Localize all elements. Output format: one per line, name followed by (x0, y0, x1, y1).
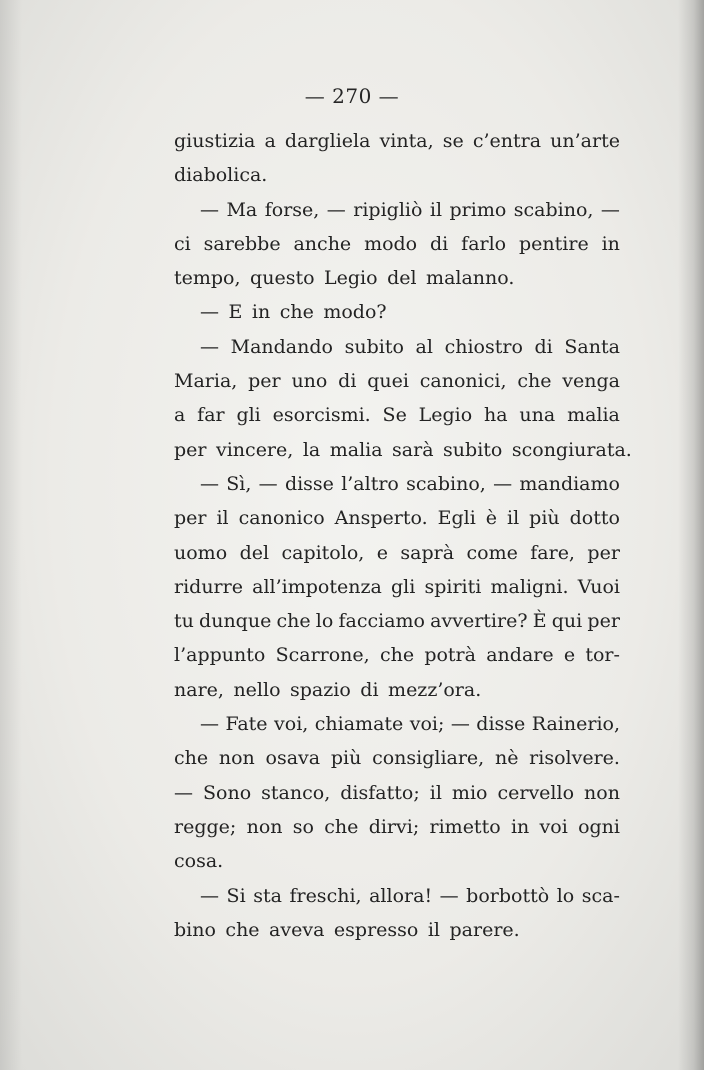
body-text (174, 124, 632, 947)
word: uno (291, 370, 328, 393)
word: saprà (400, 541, 455, 564)
word: giustizia (174, 130, 256, 152)
word: osava (265, 747, 321, 770)
word: sarebbe (203, 232, 281, 255)
word: Sono (203, 781, 252, 804)
word: — (200, 335, 219, 358)
word: disse (476, 713, 526, 736)
word: ha (484, 404, 508, 427)
word: non (246, 815, 283, 838)
word: espresso (333, 918, 419, 941)
word: che (174, 747, 209, 770)
word: — (174, 781, 193, 804)
word: quei (367, 370, 409, 393)
word: per (248, 370, 281, 393)
word: pentire (519, 232, 589, 255)
text-line (174, 398, 620, 432)
word: che (517, 370, 552, 393)
word: mezz’ora. (388, 678, 482, 701)
word: freschi, (289, 884, 362, 907)
word: — (200, 884, 219, 907)
word: voi (539, 815, 568, 838)
word: non (218, 747, 255, 770)
word: un’arte (550, 130, 620, 152)
word: Fate (225, 713, 268, 736)
word: avvertire? (430, 610, 528, 633)
word: spiriti (424, 575, 482, 598)
word: in (251, 301, 271, 324)
word: — (450, 713, 470, 736)
word: il (427, 918, 441, 941)
text-line (174, 467, 620, 501)
word: malanno. (426, 267, 515, 290)
text-line (174, 501, 620, 535)
word: il (216, 507, 229, 530)
word: voi, (274, 713, 309, 736)
word: so (292, 815, 314, 838)
text-line (174, 570, 620, 604)
word: Rainerio, (531, 713, 620, 736)
word: l’altro (341, 472, 399, 495)
word: ogni (578, 815, 620, 838)
word: potrà (424, 644, 476, 667)
word: e (563, 644, 576, 667)
text-line (174, 810, 620, 844)
word: Si (226, 884, 246, 907)
word: esorcismi. (272, 404, 371, 427)
word: ripigliò (353, 198, 423, 221)
word: E (228, 301, 243, 324)
word: che (225, 918, 260, 941)
word: bino (174, 918, 216, 941)
word: cervello (497, 781, 575, 804)
word: nello (233, 678, 281, 701)
word: tor- (585, 644, 620, 667)
word: per (174, 507, 207, 530)
word: Ma (226, 198, 258, 221)
word: ridurre (174, 575, 243, 598)
word: far (197, 404, 225, 427)
word: l’appunto (174, 644, 266, 667)
text-line (174, 433, 632, 467)
word: del (239, 541, 270, 564)
word: nè (494, 747, 519, 770)
word: dotto (569, 507, 620, 530)
word: dunque (199, 610, 272, 633)
word: voi; (409, 713, 445, 736)
text-line (174, 604, 620, 638)
word: facciamo (338, 610, 425, 633)
word: consigliare, (372, 747, 485, 770)
word: Se (382, 404, 407, 427)
text-line (174, 124, 620, 158)
word: allora! (369, 884, 433, 907)
word: malia (329, 438, 383, 461)
word: — (493, 472, 513, 495)
word: È (532, 610, 547, 633)
word: di (430, 232, 449, 255)
word: Santa (564, 335, 620, 358)
word: mio (451, 781, 488, 804)
word: primo (449, 198, 507, 221)
word: rimetto (429, 815, 501, 838)
word: — (600, 198, 620, 221)
word: — (200, 198, 219, 221)
text-line (174, 913, 620, 947)
word: all’impotenza (252, 575, 382, 598)
word: di (338, 370, 357, 393)
word: maligni. (490, 575, 569, 598)
word: più (529, 507, 560, 530)
word: e (376, 541, 388, 564)
word: di (360, 678, 379, 701)
word: è (485, 507, 498, 530)
word: dargliela (284, 130, 371, 152)
word: qui (551, 610, 583, 633)
word: malia (567, 404, 620, 427)
word: che (379, 644, 415, 667)
text-line (174, 638, 620, 672)
word: al (415, 335, 433, 358)
text-line (174, 295, 620, 329)
text-line (174, 364, 620, 398)
word: dirvi; (368, 815, 420, 838)
word: subito (443, 438, 503, 461)
word: che (276, 610, 311, 633)
word: sarà (392, 438, 434, 461)
word: in (510, 815, 530, 838)
word: modo? (323, 301, 387, 324)
word: a (174, 404, 186, 427)
page-number: — 270 — (304, 84, 400, 108)
word: tu (174, 610, 194, 633)
word: ci (174, 232, 191, 255)
word: nare, (174, 678, 224, 701)
word: per (587, 541, 620, 564)
word: disse (284, 472, 334, 495)
text-line (174, 227, 620, 261)
word: andare (486, 644, 554, 667)
word: gli (390, 575, 416, 598)
word: come (466, 541, 518, 564)
word: che (279, 301, 314, 324)
text-line (174, 261, 620, 295)
word: scongiurata. (511, 438, 632, 461)
word: non (584, 781, 620, 804)
word: Mandando (230, 335, 333, 358)
word: scabino, (513, 198, 594, 221)
word: vinta, (379, 130, 434, 152)
word: per (174, 438, 207, 461)
word: — (200, 472, 219, 495)
word: Ansperto. (334, 507, 428, 530)
word: per (587, 610, 620, 633)
word: una (519, 404, 556, 427)
word: uomo (174, 541, 228, 564)
word: — (258, 472, 278, 495)
word: — (326, 198, 346, 221)
word: canonici, (419, 370, 507, 393)
word: in (601, 232, 620, 255)
word: Sì, (226, 472, 252, 495)
word: risolvere. (529, 747, 620, 770)
word: capitolo, (281, 541, 365, 564)
word: chiamate (314, 713, 404, 736)
word: c’entra (472, 130, 542, 152)
word: il (429, 198, 443, 221)
word: — (200, 713, 219, 736)
word: cosa. (174, 850, 224, 873)
word: di (534, 335, 553, 358)
word: regge; (174, 815, 237, 838)
word: più (330, 747, 362, 770)
word: tempo, (174, 267, 241, 290)
word: Scarrone, (275, 644, 370, 667)
word: — (439, 884, 459, 907)
text-line (174, 707, 620, 741)
word: lo (315, 610, 334, 633)
word: chiostro (444, 335, 523, 358)
page-shadow-right (678, 0, 704, 1070)
word: sta (253, 884, 282, 907)
word: gli (236, 404, 261, 427)
text-line (174, 879, 620, 913)
word: scabino, (406, 472, 486, 495)
word: spazio (290, 678, 351, 701)
word: lo (556, 884, 575, 907)
text-line (174, 536, 620, 570)
word: forse, (264, 198, 320, 221)
word: la (302, 438, 321, 461)
text-line (174, 776, 620, 810)
word: subito (344, 335, 404, 358)
word: mandiamo (519, 472, 620, 495)
word: a (264, 130, 276, 152)
word: fare, (530, 541, 575, 564)
word: — (200, 301, 219, 324)
word: Legio (324, 267, 378, 290)
text-line (174, 673, 620, 707)
text-line (174, 158, 620, 192)
word: anche (293, 232, 352, 255)
text-line (174, 844, 620, 878)
word: del (387, 267, 417, 290)
word: Legio (418, 404, 473, 427)
word: il (429, 781, 442, 804)
word: aveva (269, 918, 325, 941)
word: parere. (449, 918, 520, 941)
text-line (174, 330, 620, 364)
word: farlo (461, 232, 507, 255)
word: Vuoi (577, 575, 620, 598)
word: canonico (238, 507, 325, 530)
page-shadow-left (0, 0, 22, 1070)
word: che (324, 815, 359, 838)
word: il (507, 507, 520, 530)
word: vincere, (216, 438, 294, 461)
word: Maria, (174, 370, 238, 393)
word: modo (364, 232, 418, 255)
word: stanco, (261, 781, 331, 804)
word: Egli (437, 507, 476, 530)
word: questo (250, 267, 315, 290)
word: venga (562, 370, 620, 393)
word: sca- (581, 884, 620, 907)
text-line (174, 741, 620, 775)
word: diabolica. (174, 164, 268, 187)
word: disfatto; (340, 781, 420, 804)
text-line (174, 193, 620, 227)
word: se (442, 130, 464, 152)
word: borbottò (466, 884, 550, 907)
